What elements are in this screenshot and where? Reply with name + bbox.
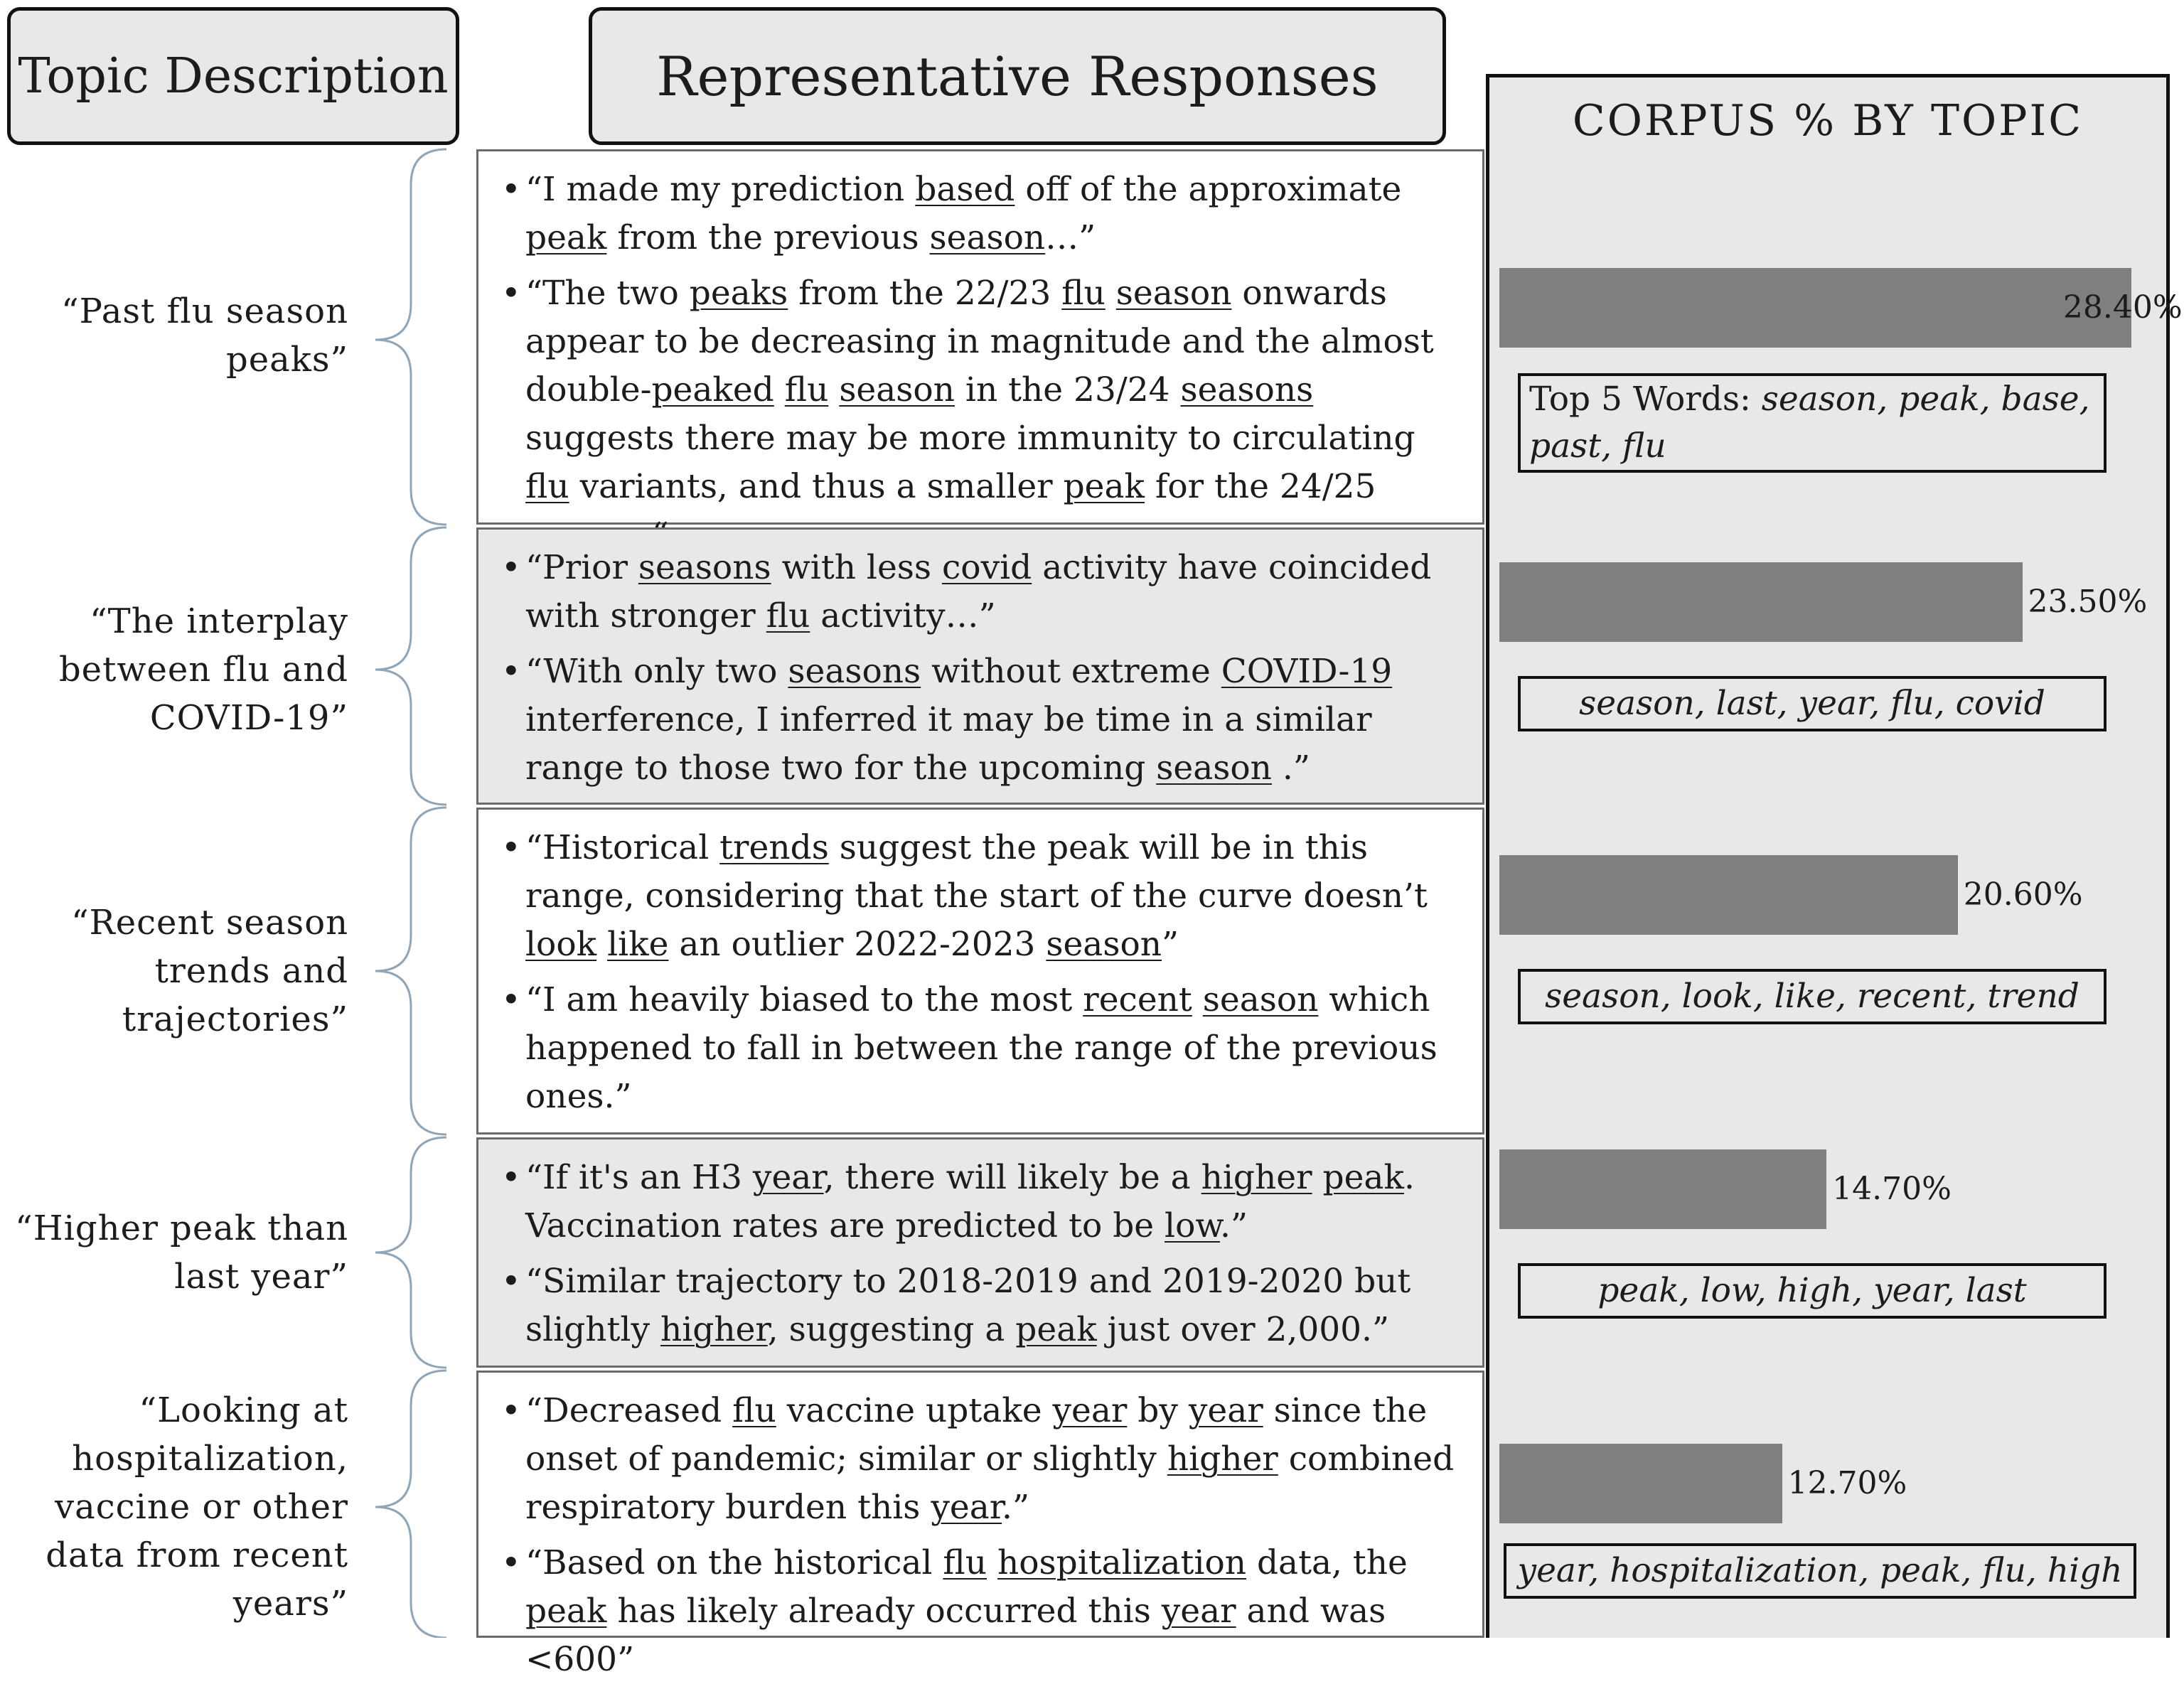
- brace-topic-1: [375, 149, 446, 525]
- response-item: • “With only two seasons without extreme COVID-19 interference, I inferred it may be time in a similar range to those two for the upcoming season .”: [493, 648, 1468, 793]
- top-words-box-5: year, hospitalization, peak, flu, high: [1504, 1543, 2136, 1599]
- response-item: • “I am heavily biased to the most recent season which happened to fall in between the range of the previous ones.”: [493, 976, 1468, 1121]
- chart-title: CORPUS % BY TOPIC: [1572, 96, 2084, 146]
- response-item: • “The two peaks from the 22/23 flu season onwards appear to be decreasing in magnitude and the almost double-peaked flu season in the 23/24 seasons suggests there may be more immunity to circulating flu variants, and thus a smaller peak for the 24/25: [493, 269, 1468, 559]
- bar-topic-5: [1499, 1444, 1782, 1523]
- top-words-box-2: season, last, year, flu, covid: [1518, 676, 2107, 731]
- response-box-4: [476, 1137, 1484, 1368]
- top-words-box-1: [1518, 373, 2107, 473]
- response-item: • “Similar trajectory to 2018-2019 and 2019-2020 but slightly higher, suggesting a peak just over 2,000.”: [493, 1257, 1468, 1354]
- representative-responses-header: Representative Responses: [589, 7, 1446, 145]
- bar-topic-2: [1499, 562, 2023, 642]
- response-item: • “I made my prediction based off of the approximate peak from the previous season…”: [493, 166, 1468, 262]
- topic-description-4: “Higher peak than last year”: [15, 1208, 348, 1297]
- brace-topic-4: [375, 1137, 446, 1368]
- response-item: • “Prior seasons with less covid activity have coincided with stronger flu activity…”: [493, 544, 1468, 640]
- top-words-list: season, peak, base, past, flu: [1529, 380, 2090, 466]
- response-box-1: [476, 149, 1484, 525]
- topic-description-3: “Recent season trends and trajectories”: [71, 903, 348, 1039]
- response-item: • “Historical trends suggest the peak will be in this range, considering that the start of the curve doesn’t look like an outlier 2022-2023 season”: [493, 824, 1468, 969]
- bar-value-label-4: 14.70%: [1832, 1171, 1952, 1207]
- response-box-2: [476, 527, 1484, 805]
- top-words-box-3: season, look, like, recent, trend: [1518, 969, 2107, 1024]
- response-item: • “If it's an H3 year, there will likely be a higher peak. Vaccination rates are predicted to be low.”: [493, 1154, 1468, 1250]
- bar-value-label-1: 28.40%: [2062, 289, 2183, 326]
- brace-topic-5: [375, 1371, 446, 1638]
- bar-value-label-2: 23.50%: [2028, 584, 2148, 620]
- bar-topic-4: [1499, 1149, 1826, 1229]
- brace-topic-3: [375, 808, 446, 1135]
- topic-description-1: “Past flu season peaks”: [61, 291, 348, 380]
- response-item: • “Decreased flu vaccine uptake year by year since the onset of pandemic; similar or slightly higher combined respiratory burden this year.”: [493, 1387, 1468, 1532]
- response-box-5: [476, 1371, 1484, 1679]
- brace-topic-2: [375, 527, 446, 805]
- response-box-3: [476, 808, 1484, 1135]
- corpus-percent-panel: [1486, 74, 2183, 1638]
- bar-topic-1: [1499, 268, 2131, 348]
- bar-topic-3: [1499, 855, 1958, 935]
- bar-value-label-5: 12.70%: [1787, 1465, 1907, 1501]
- bar-value-label-3: 20.60%: [1963, 876, 2083, 913]
- topic-description-2: “The interplay between flu and COVID-19”: [58, 601, 348, 738]
- top-words-box-4: peak, low, high, year, last: [1518, 1263, 2107, 1319]
- topic-description-header: Topic Description: [7, 7, 459, 145]
- top-words-prefix: Top 5 Words:: [1529, 380, 1762, 419]
- topic-description-5: “Looking at hospitalization, vaccine or other data from recent years”: [46, 1390, 348, 1624]
- response-item: • “Based on the historical flu hospitalization data, the peak has likely already occurred this year and was <600”: [493, 1539, 1468, 1684]
